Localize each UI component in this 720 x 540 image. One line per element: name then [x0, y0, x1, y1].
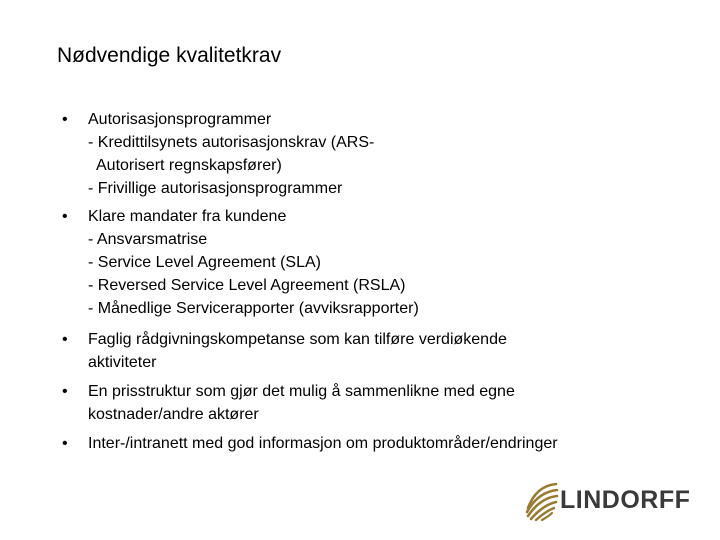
lindorff-logo: [522, 478, 691, 522]
bullet-line: aktiviteter: [88, 354, 157, 371]
bullet-text: [88, 205, 648, 320]
bullet-line: - Reversed Service Level Agreement (RSLA): [88, 277, 406, 294]
slide-title: Nødvendige kvalitetkrav: [57, 44, 282, 67]
bullet-line: - Ansvarsmatrise: [88, 231, 208, 248]
bullet-marker: •: [62, 435, 68, 452]
bullet-text: [88, 432, 648, 455]
bullet-line: kostnader/andre aktører: [88, 406, 259, 423]
bullet-line: Autorisert regnskapsfører): [96, 157, 282, 174]
bullet-line: - Kredittilsynets autorisasjonskrav (ARS-: [88, 134, 375, 151]
logo-wordmark: LINDORFF: [560, 486, 691, 514]
bullet-marker: •: [62, 331, 68, 348]
bullet-marker: •: [62, 383, 68, 400]
bullet-line: Autorisasjonsprogrammer: [88, 111, 272, 128]
bullet-line: - Månedlige Servicerapporter (avviksrapporter): [88, 300, 419, 317]
bullet-line: Klare mandater fra kundene: [88, 208, 287, 225]
bullet-text: [88, 328, 648, 374]
bullet-line: En prisstruktur som gjør det mulig å sammenlikne med egne: [88, 383, 515, 400]
bullet-line: Faglig rådgivningskompetanse som kan tilføre verdiøkende: [88, 331, 507, 348]
bullet-marker: •: [62, 111, 68, 128]
bullet-line: - Service Level Agreement (SLA): [88, 254, 321, 271]
lindorff-globe-icon: [522, 478, 562, 522]
bullet-marker: •: [62, 208, 68, 225]
bullet-line: - Frivillige autorisasjonsprogrammer: [88, 180, 343, 197]
bullet-text: [88, 108, 648, 200]
bullet-line: Inter-/intranett med god informasjon om produktområder/endringer: [88, 435, 558, 452]
bullet-text: [88, 380, 648, 426]
